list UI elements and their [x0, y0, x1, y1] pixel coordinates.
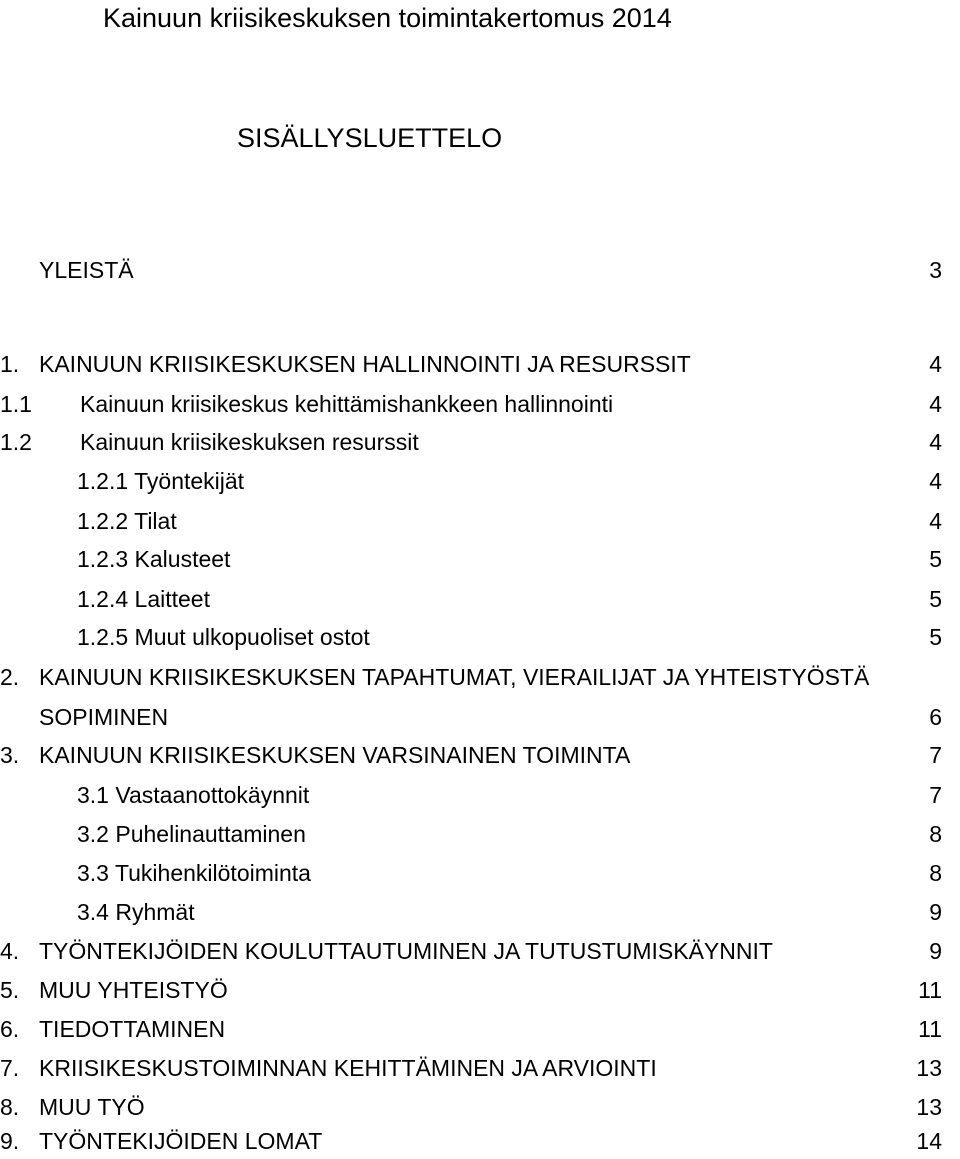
- toc-entry-page: 5: [929, 586, 942, 612]
- toc-entry-page: 11: [918, 977, 942, 1003]
- toc-entry[interactable]: [0, 541, 960, 577]
- toc-entry-page: 5: [929, 624, 942, 650]
- toc-entry-page: 5: [929, 546, 942, 572]
- toc-entry-title: 3.4 Ryhmät: [77, 899, 195, 925]
- toc-entry[interactable]: [0, 1123, 960, 1159]
- toc-entry-title: 1.2.3 Kalusteet: [77, 546, 231, 572]
- toc-entry-number: 3.: [0, 742, 20, 768]
- toc-entry-page: 14: [916, 1128, 942, 1154]
- toc-entry[interactable]: [0, 1011, 960, 1047]
- toc-entry-number: 5.: [0, 977, 20, 1003]
- toc-entry-page: 13: [916, 1094, 942, 1120]
- toc-heading: SISÄLLYSLUETTELO: [237, 123, 503, 153]
- toc-entry-number: 1.2: [0, 429, 32, 455]
- toc-entry-title: Kainuun kriisikeskuksen resurssit: [80, 429, 419, 455]
- toc-entry[interactable]: [0, 777, 960, 813]
- toc-entry[interactable]: [0, 581, 960, 617]
- document-title: Kainuun kriisikeskuksen toimintakertomus 2014: [103, 3, 672, 33]
- toc-entry[interactable]: [0, 659, 960, 695]
- toc-entry-number: 8.: [0, 1094, 20, 1120]
- toc-entry-number: 4.: [0, 938, 20, 964]
- toc-entry[interactable]: [0, 424, 960, 460]
- toc-entry-title: 3.3 Tukihenkilötoiminta: [77, 860, 311, 886]
- toc-entry-number: 7.: [0, 1055, 20, 1081]
- toc-entry-title: YLEISTÄ: [39, 257, 134, 283]
- toc-entry-title: TYÖNTEKIJÖIDEN LOMAT: [39, 1128, 323, 1154]
- toc-entry-number: 9.: [0, 1128, 20, 1154]
- toc-entry-page: 13: [916, 1055, 942, 1081]
- toc-entry-title: TIEDOTTAMINEN: [39, 1016, 226, 1042]
- toc-entry[interactable]: [0, 619, 960, 655]
- toc-entry[interactable]: [0, 933, 960, 969]
- toc-entry-page: 6: [929, 704, 942, 730]
- toc-entry-page: 7: [929, 742, 942, 768]
- toc-entry-page: 9: [929, 899, 942, 925]
- toc-entry-page: 8: [929, 821, 942, 847]
- toc-entry-title: MUU TYÖ: [39, 1094, 145, 1120]
- toc-entry-continuation[interactable]: [0, 699, 960, 735]
- toc-entry-page: 4: [929, 468, 942, 494]
- toc-entry[interactable]: [0, 463, 960, 499]
- toc-entry-title: 1.2.5 Muut ulkopuoliset ostot: [77, 624, 370, 650]
- toc-entry-page: 4: [929, 508, 942, 534]
- toc-entry-page: 4: [929, 429, 942, 455]
- toc-entry-number: 6.: [0, 1016, 20, 1042]
- toc-entry[interactable]: [0, 346, 960, 382]
- toc-entry[interactable]: [0, 1050, 960, 1086]
- toc-entry[interactable]: [0, 1089, 960, 1125]
- toc-entry-title: 1.2.1 Työntekijät: [77, 468, 245, 494]
- toc-entry[interactable]: [0, 855, 960, 891]
- toc-entry-page: 11: [918, 1016, 942, 1042]
- toc-entry[interactable]: [0, 894, 960, 930]
- toc-entry[interactable]: [0, 816, 960, 852]
- toc-entry[interactable]: [0, 503, 960, 539]
- toc-entry-number: 1.: [0, 351, 20, 377]
- toc-entry-page: 4: [929, 391, 942, 417]
- toc-entry-page: 4: [929, 351, 942, 377]
- toc-entry-title: 3.1 Vastaanottokäynnit: [77, 782, 310, 808]
- toc-entry-title: KAINUUN KRIISIKESKUKSEN TAPAHTUMAT, VIERAILIJAT JA YHTEISTYÖSTÄ: [39, 664, 870, 690]
- toc-entry-page: 7: [929, 782, 942, 808]
- toc-entry-page: 9: [929, 938, 942, 964]
- toc-entry-title: 1.2.2 Tilat: [77, 508, 177, 534]
- toc-entry-title: TYÖNTEKIJÖIDEN KOULUTTAUTUMINEN JA TUTUSTUMISKÄYNNIT: [39, 938, 773, 964]
- toc-entry-title: Kainuun kriisikeskus kehittämishankkeen hallinnointi: [80, 391, 614, 417]
- toc-entry[interactable]: [0, 972, 960, 1008]
- toc-entry[interactable]: [0, 252, 960, 288]
- toc-entry-title: 1.2.4 Laitteet: [77, 586, 210, 612]
- toc-entry-page: 8: [929, 860, 942, 886]
- toc-entry-title: MUU YHTEISTYÖ: [39, 977, 228, 1003]
- toc-entry-title: KAINUUN KRIISIKESKUKSEN HALLINNOINTI JA RESURSSIT: [39, 351, 691, 377]
- toc-entry[interactable]: [0, 386, 960, 422]
- toc-entry-title: KAINUUN KRIISIKESKUKSEN VARSINAINEN TOIMINTA: [39, 742, 631, 768]
- toc-entry-page: 3: [929, 257, 942, 283]
- toc-entry-title: KRIISIKESKUSTOIMINNAN KEHITTÄMINEN JA ARVIOINTI: [39, 1055, 657, 1081]
- toc-entry-number: 1.1: [0, 391, 32, 417]
- toc-entry-title: 3.2 Puhelinauttaminen: [77, 821, 306, 847]
- toc-entry[interactable]: [0, 737, 960, 773]
- toc-entry-title: SOPIMINEN: [39, 704, 169, 730]
- toc-entry-number: 2.: [0, 664, 20, 690]
